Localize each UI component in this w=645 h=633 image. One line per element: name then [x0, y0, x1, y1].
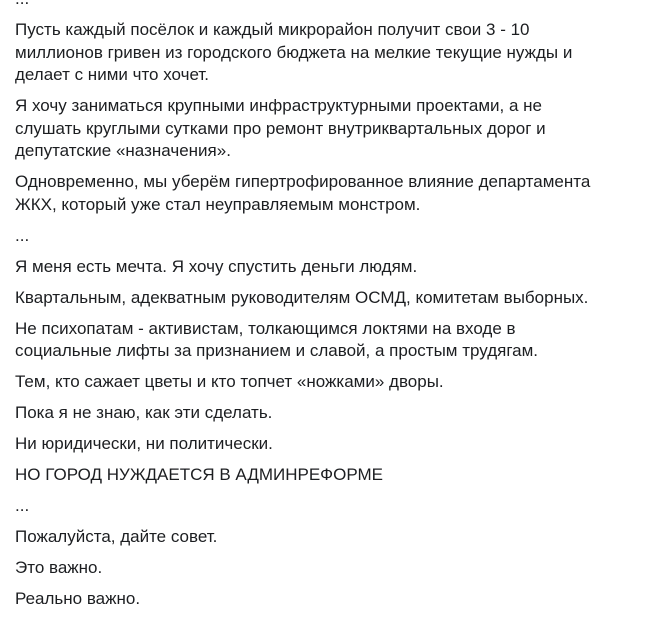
post-line: Я хочу заниматься крупными инфраструктурными проектами, а не — [15, 96, 542, 115]
post-paragraph — [15, 287, 590, 310]
post-line: Пока я не знаю, как эти сделать. — [15, 403, 273, 422]
post-line: ЖКХ, который уже стал неуправляемым монстром. — [15, 194, 421, 214]
post-line: депутатские «назначения». — [15, 141, 231, 160]
post-paragraph — [15, 95, 590, 163]
post-paragraph — [15, 371, 590, 394]
post-paragraph — [15, 495, 590, 518]
post-paragraph — [15, 557, 590, 580]
post-paragraph — [15, 433, 590, 456]
post-line: Не психопатам - активистам, толкающимся локтями на входе в — [15, 318, 516, 338]
post-line: миллионов гривен из городского бюджета на мелкие текущие нужды и — [15, 42, 573, 62]
post-line: ... — [15, 496, 30, 515]
post-paragraph — [15, 588, 590, 611]
post-paragraph — [15, 0, 590, 11]
post-line: Пожалуйста, дайте совет. — [15, 527, 218, 546]
post-paragraph — [15, 526, 590, 549]
post-line: Я меня есть мечта. Я хочу спустить деньги людям. — [15, 256, 418, 276]
post-body — [15, 0, 590, 619]
post-line: Пусть каждый посёлок и каждый микрорайон получит свои 3 - 10 — [15, 20, 530, 39]
post-paragraph — [15, 225, 590, 248]
post-line: НО ГОРОД НУЖДАЕТСЯ В АДМИНРЕФОРМЕ — [15, 465, 383, 484]
post-paragraph — [15, 402, 590, 425]
post-line: Это важно. — [15, 558, 103, 577]
post-line: Реально важно. — [15, 589, 141, 608]
post-paragraph — [15, 256, 590, 279]
post-line: ... — [15, 225, 30, 245]
post-paragraph — [15, 464, 590, 487]
post-paragraph — [15, 171, 590, 216]
post-paragraph — [15, 318, 590, 363]
post-paragraph — [15, 19, 590, 87]
post-line: Тем, кто сажает цветы и кто топчет «ножками» дворы. — [15, 372, 444, 391]
post-line: Квартальным, адекватным руководителям ОСМД, комитетам выборных. — [15, 287, 589, 307]
post-line: Ни юридически, ни политически. — [15, 434, 273, 453]
post-line: делает с ними что хочет. — [15, 65, 209, 84]
post-line — [15, 0, 590, 11]
post-line: Одновременно, мы уберём гипертрофированное влияние департамента — [15, 172, 591, 191]
post-line: слушать круглыми сутками про ремонт внутриквартальных дорог и — [15, 118, 546, 138]
post-line: социальные лифты за признанием и славой, а простым трудягам. — [15, 341, 539, 360]
